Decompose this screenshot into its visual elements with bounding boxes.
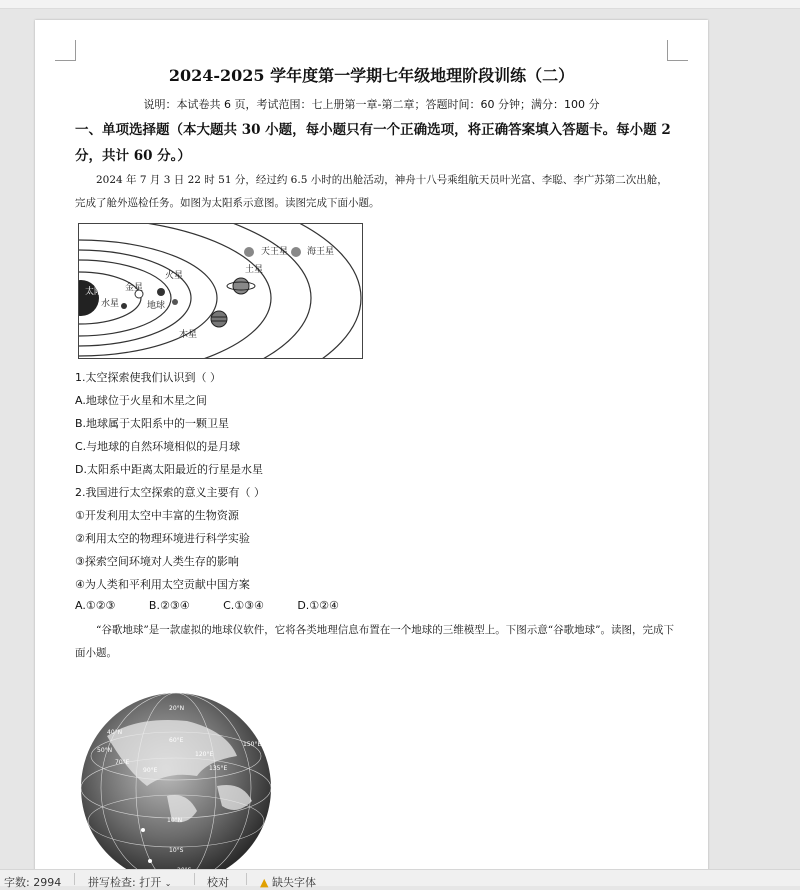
lon-label-150e: 150°E bbox=[243, 741, 262, 748]
question-2-item-4: ④为人类和平利用太空贡献中国方案 bbox=[75, 578, 250, 591]
lat-label-50n: 50°N bbox=[97, 747, 113, 754]
question-1-option-b: B.地球属于太阳系中的一颗卫星 bbox=[75, 417, 230, 430]
chevron-down-icon: ⌄ bbox=[164, 879, 172, 888]
passage-1: 2024 年 7 月 3 日 22 时 51 分，经过约 6.5 小时的出舱活动，神舟十八号乘组航天员叶光富、李聪、李广苏第二次出舱，完成了舱外巡检任务。如图为太阳系示意图。读图完成下面小题。 bbox=[75, 174, 668, 209]
missing-fonts-button[interactable] bbox=[260, 874, 316, 890]
question-1-option-a: A.地球位于火星和木星之间 bbox=[75, 394, 207, 407]
saturn-planet bbox=[233, 278, 249, 294]
page-corner-mark bbox=[667, 40, 688, 61]
neptune-planet bbox=[291, 247, 301, 257]
spell-check-label: 拼写检查: 打开 bbox=[88, 876, 162, 889]
section-heading: 一、单项选择题（本大题共 30 小题，每小题只有一个正确选项，将正确答案填入答题卡。每小题 2 分，共计 60 分。） bbox=[75, 122, 671, 164]
question-2-option-d: D.①②④ bbox=[297, 599, 339, 612]
top-toolbar-strip bbox=[0, 0, 800, 9]
jupiter-label: 木星 bbox=[179, 330, 198, 340]
solar-system-diagram bbox=[79, 224, 362, 358]
uranus-planet bbox=[244, 247, 254, 257]
globe-diagram bbox=[77, 676, 275, 880]
status-divider bbox=[246, 873, 247, 885]
saturn-label: 土星 bbox=[245, 265, 264, 275]
spell-check-toggle[interactable] bbox=[88, 874, 171, 890]
sun-label: 太阳 bbox=[85, 287, 104, 297]
lon-label-135e: 135°E bbox=[209, 765, 228, 772]
question-2-item-2: ②利用太空的物理环境进行科学实验 bbox=[75, 532, 250, 545]
lat-label-40n: 40°N bbox=[107, 729, 123, 736]
sun-planet bbox=[79, 280, 99, 316]
lat-label-10s: 10°S bbox=[169, 847, 184, 854]
mars-planet bbox=[172, 299, 178, 305]
question-2-item-3: ③探索空间环境对人类生存的影响 bbox=[75, 555, 239, 568]
lat-label-10n: 10°N bbox=[167, 817, 183, 824]
status-bar bbox=[0, 869, 800, 889]
earth-planet bbox=[157, 288, 165, 296]
page-corner-mark bbox=[55, 40, 76, 61]
earth-label: 地球 bbox=[147, 301, 166, 311]
uranus-label: 天王星 bbox=[261, 247, 289, 257]
question-2-option-a: A.①②③ bbox=[75, 599, 116, 612]
question-2-option-b: B.②③④ bbox=[148, 599, 190, 612]
proofread-button[interactable]: 校对 bbox=[207, 876, 229, 889]
lat-label-20n: 20°N bbox=[169, 705, 185, 712]
mercury-label: 水星 bbox=[101, 299, 120, 309]
missing-fonts-label: 缺失字体 bbox=[271, 876, 316, 889]
google-earth-figure bbox=[77, 676, 275, 880]
warning-icon: ▲ bbox=[260, 876, 269, 889]
mars-label: 火星 bbox=[165, 271, 184, 281]
solar-system-figure bbox=[78, 223, 363, 359]
status-divider bbox=[74, 873, 75, 885]
jupiter-planet bbox=[211, 311, 227, 327]
status-divider bbox=[194, 873, 195, 885]
word-count[interactable]: 字数: 2994 bbox=[4, 876, 62, 889]
question-2-item-1: ①开发利用太空中丰富的生物资源 bbox=[75, 509, 239, 522]
question-1-stem: 1.太空探索使我们认识到（ ） bbox=[75, 371, 221, 384]
lon-label-90e: 90°E bbox=[143, 767, 158, 774]
exam-note: 说明：本试卷共 6 页，考试范围：七上册第一章-第二章；答题时间：60 分钟；满分：100 分 bbox=[143, 98, 600, 111]
lon-label-60e: 60°E bbox=[169, 737, 184, 744]
question-2-stem: 2.我国进行太空探索的意义主要有（ ） bbox=[75, 486, 265, 499]
document-title: 2024-2025 学年度第一学期七年级地理阶段训练（二） bbox=[168, 66, 575, 85]
question-2-options bbox=[75, 599, 475, 612]
question-2-option-c: C.①③④ bbox=[223, 599, 264, 612]
document-page bbox=[35, 20, 708, 880]
passage-2: “谷歌地球”是一款虚拟的地球仪软件，它将各类地理信息布置在一个地球的三维模型上。下图示意“谷歌地球”。读图，完成下面小题。 bbox=[75, 624, 674, 659]
mercury-planet bbox=[121, 303, 127, 309]
question-1-option-d: D.太阳系中距离太阳最近的行星是水星 bbox=[75, 463, 263, 476]
venus-label: 金星 bbox=[125, 283, 144, 293]
neptune-label: 海王星 bbox=[307, 247, 335, 257]
lon-label-70e: 70°E bbox=[115, 759, 130, 766]
question-1-option-c: C.与地球的自然环境相似的是月球 bbox=[75, 440, 241, 453]
lon-label-120e: 120°E bbox=[195, 751, 214, 758]
